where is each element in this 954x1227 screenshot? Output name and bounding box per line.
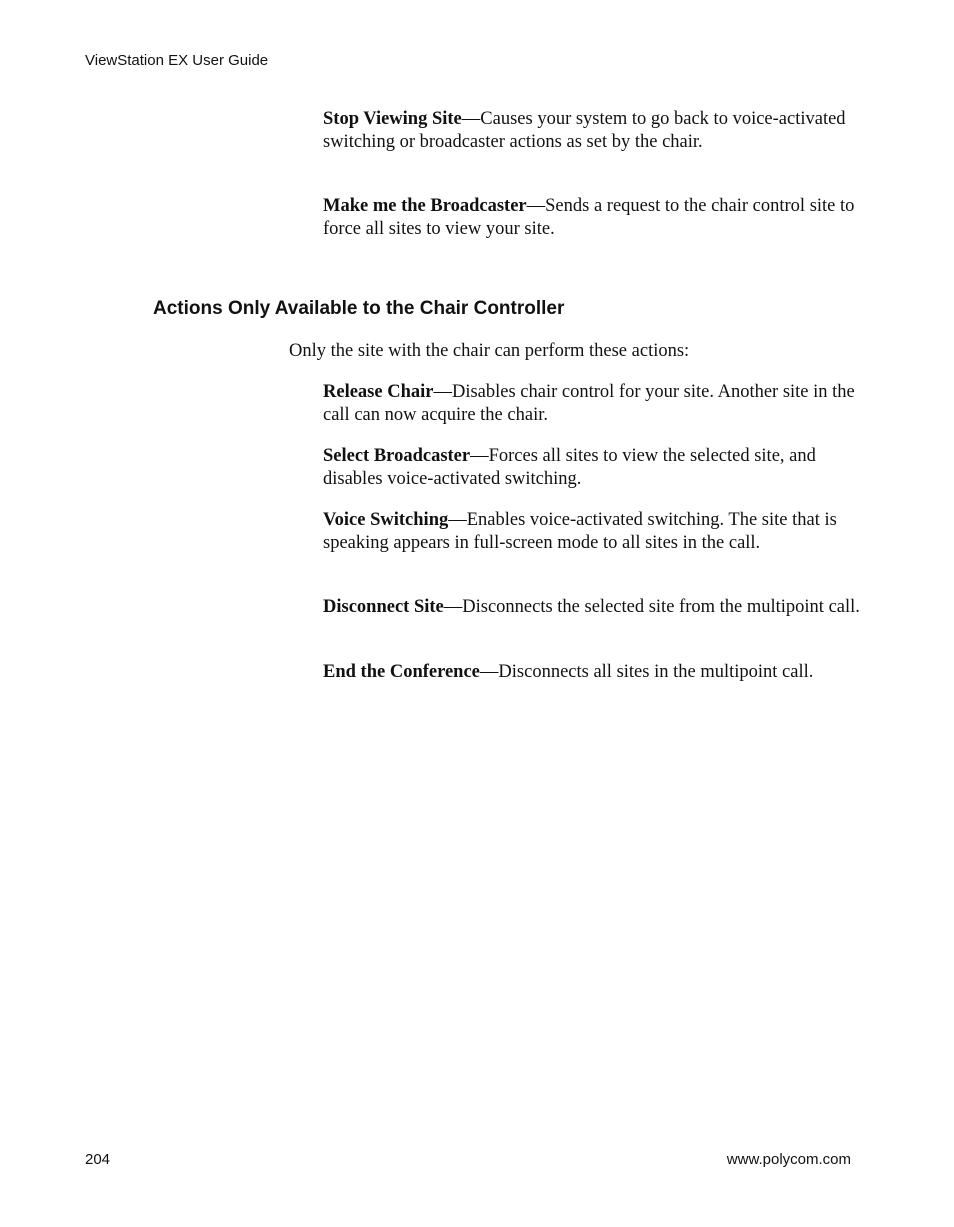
term-label: Disconnect Site — [323, 597, 444, 617]
term-label: Select Broadcaster — [323, 446, 471, 466]
term-description: —Causes your system to go back to voice-activated switching or broadcaster actions as set by the chair. — [323, 109, 846, 152]
term-label: Voice Switching — [323, 510, 449, 530]
term-description: —Disconnects all sites in the multipoint call. — [479, 662, 814, 682]
term-description: —Forces all sites to view the selected site, and disables voice-activated switching. — [323, 446, 816, 489]
running-header: ViewStation EX User Guide — [85, 52, 269, 69]
definition-voice-switching — [323, 509, 863, 555]
term-label: End the Conference — [323, 662, 480, 682]
footer-url: www.polycom.com — [726, 1151, 851, 1168]
page-number: 204 — [85, 1151, 111, 1168]
term-description: —Enables voice-activated switching. The site that is speaking appears in full-screen mode to all sites in the call. — [323, 510, 837, 553]
section-intro: Only the site with the chair can perform these actions: — [289, 341, 690, 361]
term-label: Make me the Broadcaster — [323, 196, 527, 216]
term-description: —Sends a request to the chair control site to force all sites to view your site. — [323, 196, 855, 239]
term-label: Release Chair — [323, 382, 434, 402]
definition-end-conference — [323, 661, 863, 684]
definition-make-me-broadcaster — [323, 195, 863, 241]
section-heading: Actions Only Available to the Chair Controller — [153, 298, 565, 319]
definition-release-chair — [323, 381, 863, 427]
definition-stop-viewing-site — [323, 108, 863, 154]
definition-disconnect-site — [323, 596, 863, 619]
definition-select-broadcaster — [323, 445, 863, 491]
term-description: —Disables chair control for your site. Another site in the call can now acquire the chair. — [323, 382, 855, 425]
term-label: Stop Viewing Site — [323, 109, 462, 129]
term-description: —Disconnects the selected site from the multipoint call. — [443, 597, 860, 617]
